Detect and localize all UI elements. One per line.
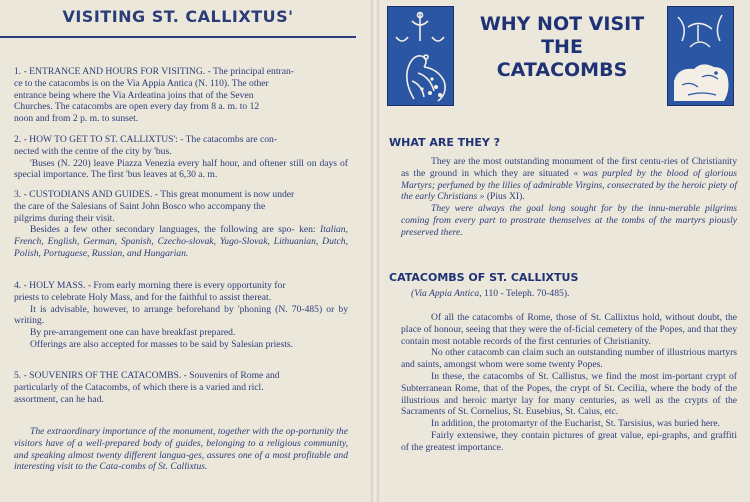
item-line: noon and from 2 p. m. to sunset.	[14, 113, 139, 125]
closing-text: The extraordinary importance of the monument, together with the op-portunity the visitors have of a well-prepared body of guides, belonging to a religious community, and speaking almost twenty different langua-ges, assures one of a most profitable and interesting visit to the Cata-combs of St. Callixtus.	[14, 426, 348, 473]
section-heading-st-callixtus: CATACOMBS OF ST. CALLIXTUS	[389, 271, 579, 284]
languages-intro-tail: ken:	[299, 224, 316, 236]
item-paragraph: By pre-arrangement one can have breakfast prepared.	[30, 327, 236, 339]
banner-title-line-2: THE	[541, 36, 583, 58]
item-line: entrance being where the Via Ardeatina joins that of the Seven	[14, 89, 254, 101]
callixtus-paragraph: In addition, the protomartyr of the Eucharist, St. Tarsisius, was buried here.	[431, 418, 721, 430]
item-line: particularly of the Catacombs, of which there is a varied and ricl.	[14, 381, 264, 393]
right-page	[379, 0, 750, 502]
item-entrance	[14, 66, 348, 125]
address-line	[401, 288, 737, 300]
banner-title-line-3: CATACOMBS	[496, 59, 628, 81]
item-line: priests to celebrate Holy Mass, and for the faithful to assist thereat.	[14, 291, 272, 303]
item-custodians	[14, 189, 348, 260]
callixtus-paragraph: Of all the catacombs of Rome, those of St. Callixtus hold, without doubt, the place of honour, seeing that they were the of-ficial cemetery of the Popes, and that they contain most notable records of the first centuries of Christianity.	[401, 312, 737, 347]
languages-intro: Besides a few other secondary languages, the following are spo-	[30, 224, 295, 236]
book-gutter	[371, 0, 379, 502]
languages-paragraph	[14, 224, 348, 259]
item-line: nected with the centre of the city by 'bus.	[14, 145, 172, 157]
item-line: assortment, can he had.	[14, 393, 104, 405]
section-what-are-they	[401, 156, 737, 239]
callixtus-paragraph: No other catacomb can claim such an outstanding number of illustrious martyrs and saints, amongst whom were some twenty Popes.	[401, 347, 737, 371]
left-page	[0, 0, 371, 502]
item-line: ce to the catacombs is on the Via Appia Antica (N. 110). The other	[14, 77, 269, 89]
item-line: 1. - ENTRANCE AND HOURS FOR VISITING. - The principal entran-	[14, 66, 294, 77]
banner-title-line-1: WHY NOT VISIT	[479, 13, 645, 35]
what-are-they-paragraph-2: They were always the goal long sought for by the innu-merable pilgrims coming from every part to prostrate themselves at the tombs of the martyrs piously preserved there.	[401, 203, 737, 238]
item-souvenirs	[14, 370, 348, 405]
peacock-icon	[388, 7, 453, 105]
pius-quote: « was purpled by the blood of glorious Martyrs; perfumed by the lilies of admirable Virgins, consecrated by the heroic piety of the early Christians »	[401, 167, 738, 203]
section-heading-what-are-they: WHAT ARE THEY ?	[389, 136, 501, 149]
item-how-to-get	[14, 134, 348, 181]
item-line: 5. - SOUVENIRS OF THE CATACOMBS. - Souvenirs of Rome and	[14, 370, 280, 381]
item-line: Churches. The catacombs are open every day from 8 a. m. to 12	[14, 101, 260, 113]
callixtus-paragraph: In these, the catacombs of St. Callistus, we find the most im-portant crypt of Subterranean Rome, that of the Popes, the crypt of St. Cecilia, where the body of the illustrious and heroic martyr lay for many centuries, as well as the crypts of the Sacraments of St. Cornelius, St. Eusebius, St. Caius, etc.	[401, 370, 737, 418]
item-paragraph: It is advisable, however, to arrange beforehand by 'phoning (N. 70-485) or by writing.	[14, 303, 348, 327]
callixtus-paragraph: Fairly extensiwe, they contain pictures of great value, epi-graphs, and graffiti of the greatest importance.	[401, 429, 737, 453]
title-banner	[387, 3, 732, 107]
item-paragraph: Offerings are also accepted for masses to be said by Salesian priests.	[30, 338, 294, 350]
item-line: pilgrims during their visit.	[14, 212, 115, 224]
left-page-header	[0, 0, 356, 38]
item-line: 3. - CUSTODIANS AND GUIDES. - This great monument is now under	[14, 189, 295, 200]
pius-attribution: (Pius XI).	[486, 191, 525, 203]
item-line: the care of the Salesians of Saint John Bosco who accompany the	[14, 200, 266, 212]
banner-title	[467, 13, 657, 93]
address-italic: (Via Appia Antica,	[411, 288, 482, 299]
peacock-panel	[387, 6, 454, 106]
lamb-panel	[667, 6, 734, 106]
item-line: 4. - HOLY MASS. - From early morning there is every opportunity for	[14, 280, 286, 291]
item-holy-mass	[14, 280, 348, 351]
p1-plain: They are the most outstanding monument of the first centu-ries of Christianity as the ground in which they are situated	[401, 156, 737, 179]
what-are-they-paragraph-1	[401, 156, 737, 203]
languages-list: Italian, French, English, German, Spanish, Czecho-slovak, Yugo-Slovak, Lithuanian, Dutch, Polish, Portuguese, Russian, and Hungarian.	[14, 224, 348, 259]
item-line: 2. - HOW TO GET TO ST. CALLIXTUS': - The catacombs are con-	[14, 134, 278, 145]
item-paragraph: 'Buses (N. 220) leave Piazza Venezia every half hour, and oftener still on days of special importance. The first 'bus leaves at 6,30 a. m.	[14, 157, 348, 181]
address-phone: 110 - Teleph. 70-485).	[484, 288, 570, 299]
lamb-icon	[668, 7, 733, 105]
left-page-title: VISITING ST. CALLIXTUS'	[62, 7, 294, 26]
section-st-callixtus	[401, 312, 737, 454]
closing-paragraph	[14, 426, 348, 473]
